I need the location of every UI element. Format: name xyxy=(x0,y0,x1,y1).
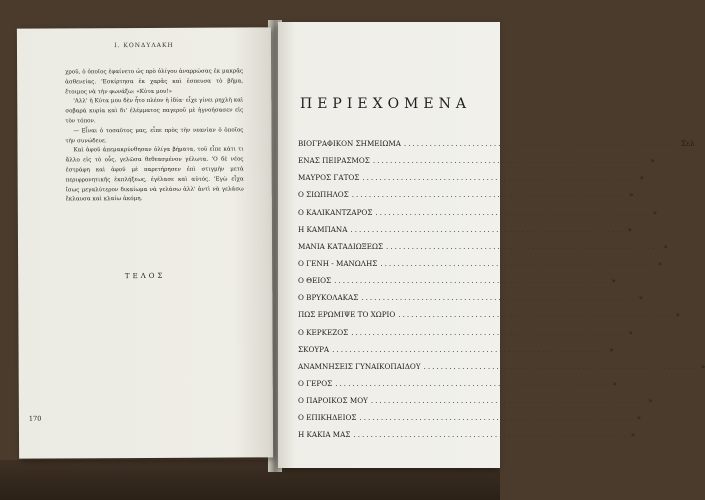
toc-entry-page: » xyxy=(700,361,705,371)
toc-entry-title: ΒΙΟΓΡΑΦΙΚΟΝ ΣΗΜΕΙΩΜΑ xyxy=(298,139,401,148)
toc-entry-title: Ο ΚΕΡΚΕΖΟΣ xyxy=(298,327,349,337)
toc-entry-title: Η ΚΑΚΙΑ ΜΑΣ xyxy=(298,430,351,440)
toc-leader-dots xyxy=(353,430,627,439)
toc-entry xyxy=(298,156,655,173)
toc-entry xyxy=(298,241,668,259)
toc-leader-dots xyxy=(334,276,608,285)
toc-entry-page: » xyxy=(638,293,643,303)
toc-entry-page: » xyxy=(611,276,616,286)
toc-leader-dots xyxy=(359,413,633,422)
toc-leader-dots xyxy=(361,293,635,302)
toc-heading: ΠΕΡΙΕΧΟΜΕΝΑ xyxy=(300,96,471,112)
toc-entry xyxy=(298,224,633,242)
page-number: 170 xyxy=(28,414,42,423)
toc-entry xyxy=(298,293,643,310)
toc-entry xyxy=(298,258,662,276)
toc-entry-title: ΜΑΥΡΟΣ ΓΑΤΟΣ xyxy=(298,173,360,183)
toc-entry-title: ΑΝΑΜΝΗΣΕΙΣ ΓΥΝΑΙΚΟΠΑΙΔΟΥ xyxy=(298,361,421,371)
toc-entry-page: » xyxy=(630,430,636,440)
toc-entry-page: » xyxy=(652,207,658,217)
toc-entry-title: Ο ΠΑΡΟΙΚΟΣ ΜΟΥ xyxy=(298,396,368,406)
toc-entry-title: ΜΑΝΙΑ ΚΑΤΑΔΙΩΞΕΩΣ xyxy=(298,241,384,251)
toc-entry-title: Ο ΓΕΡΟΣ xyxy=(298,378,333,388)
toc-entry xyxy=(298,344,614,362)
toc-entry-page: » xyxy=(627,224,633,234)
toc-leader-dots xyxy=(380,259,654,268)
toc-entry-page: » xyxy=(639,173,644,183)
toc-entry-page: Σελ xyxy=(681,139,695,148)
toc-entry-title: Η ΚΑΜΠΑΝΑ xyxy=(298,224,348,234)
toc-entry xyxy=(298,361,705,379)
toc-entry-page: » xyxy=(609,344,614,354)
toc-entry-page: » xyxy=(650,156,655,166)
toc-entry xyxy=(298,310,680,327)
toc-leader-dots xyxy=(371,396,645,405)
toc-entry xyxy=(298,430,636,447)
toc-entry xyxy=(298,396,653,413)
toc-entry xyxy=(298,378,617,396)
paragraph: χροῦ, ὁ ὁποῖος ἐφαίνετο ὡς πρὸ ὀλίγου ἀναρρώσας ἐκ μακρᾶς ἀσθενείας. 'Εσκίρτησα ἐκ χαρᾶς καὶ ἐσπευσα τὸ βῆμα, ἔτοιμος νὰ τὴν φωνάξω: «Κύτα μου!» xyxy=(65,68,244,96)
toc-entry-title: ΣΚΟΥΡΑ xyxy=(298,344,330,354)
toc-entry xyxy=(298,207,658,225)
toc-entry-page: » xyxy=(612,378,617,388)
toc-leader-dots xyxy=(352,190,626,199)
running-head: Ι. ΚΟΝΔΥΛΑΚΗ xyxy=(114,41,174,50)
toc-entry-title: Ο ΚΑΛΙΚΑΝΤΖΑΡΟΣ xyxy=(298,207,373,217)
toc-entry xyxy=(298,139,695,156)
toc-entry xyxy=(298,327,633,345)
toc-leader-dots xyxy=(404,139,678,148)
toc-leader-dots xyxy=(335,379,609,388)
toc-entry xyxy=(298,173,644,190)
toc-entry-title: ΠΩΣ ΕΡΩΜΙΨΕ ΤΟ ΧΩΡΙΟ xyxy=(298,310,396,320)
toc-entry-title: Ο ΓΕΝΗ - ΜΑΝΩΛΗΣ xyxy=(298,258,378,268)
toc-leader-dots xyxy=(350,225,624,234)
toc-entry-title: Ο ΒΡΥΚΟΛΑΚΑΣ xyxy=(298,293,359,303)
toc-entry xyxy=(298,413,642,430)
toc-leader-dots xyxy=(373,156,647,165)
toc-entry-page: » xyxy=(675,310,680,320)
toc-entry-page: » xyxy=(628,327,633,337)
right-page xyxy=(278,22,705,468)
paragraph: — Εἶναι ὁ τοσαῦτος μας, εἶπε πρὸς τὴν νεανίαν ὁ ὁποῖος τὴν συνώδευε. xyxy=(65,127,244,144)
toc-leader-dots xyxy=(398,310,672,319)
toc-leader-dots xyxy=(351,328,625,337)
toc-entry-page: » xyxy=(648,396,653,406)
toc-leader-dots xyxy=(386,242,660,251)
toc-entry-page: » xyxy=(657,258,662,268)
table-of-contents xyxy=(298,139,705,448)
left-page xyxy=(17,27,273,458)
toc-leader-dots xyxy=(375,208,649,217)
toc-leader-dots xyxy=(362,173,636,182)
toc-entry xyxy=(298,190,634,207)
toc-entry-title: Ο ΕΠΙΚΗΔΕΙΟΣ xyxy=(298,413,357,423)
toc-entry xyxy=(298,276,616,293)
toc-entry-page: » xyxy=(629,190,634,200)
toc-entry-page: » xyxy=(636,413,642,423)
paragraph: Καὶ ἀφοῦ ἀπεμακρύνθησαν ὀλίγα βήματα, τοῦ εἶπε κάτι τι ἄλλο εἰς τὸ οὖς, γελῶσα θεθεασμένον γέλωτα. 'Ο δὲ νέος ἐστράφη καὶ ἀφοῦ μὲ παρετήρησεν ἐπὶ στιγμὴν μετὰ περιφρονητικῆς ἐκπλήξεως, ἐγέλασε καὶ αὐτός. 'Εγὼ εἶχα ἴσως μεγαλύτερον δικαίωμα νὰ γελάσω ἀλλ' ἀντὶ νὰ γελάσω ἔκλαυσα καὶ κλαίω ἀκόμη. xyxy=(65,146,244,203)
toc-leader-dots xyxy=(332,345,606,354)
toc-entry-title: Ο ΘΕΙΟΣ xyxy=(298,276,332,286)
toc-entry-title: Ο ΣΙΩΠΗΛΟΣ xyxy=(298,190,349,200)
toc-leader-dots xyxy=(424,362,698,371)
toc-entry-page: » xyxy=(663,241,668,251)
story-text xyxy=(65,67,244,205)
paragraph: 'Αλλ' ἡ Κύτα μου δὲν ἦτο πλέον ἡ ἰδία· εἶχε γίνει ρηχλὴ καὶ σοβαρὰ κυρία καὶ δι' ἐλέμματος παγεροῦ μὲ ἠγνοήσασεν εἰς τὸν τόπον. xyxy=(65,97,244,125)
toc-entry-title: ΕΝΑΣ ΠΕΙΡΑΣΜΟΣ xyxy=(298,156,370,166)
end-mark: ΤΕΛΟΣ xyxy=(124,271,166,281)
